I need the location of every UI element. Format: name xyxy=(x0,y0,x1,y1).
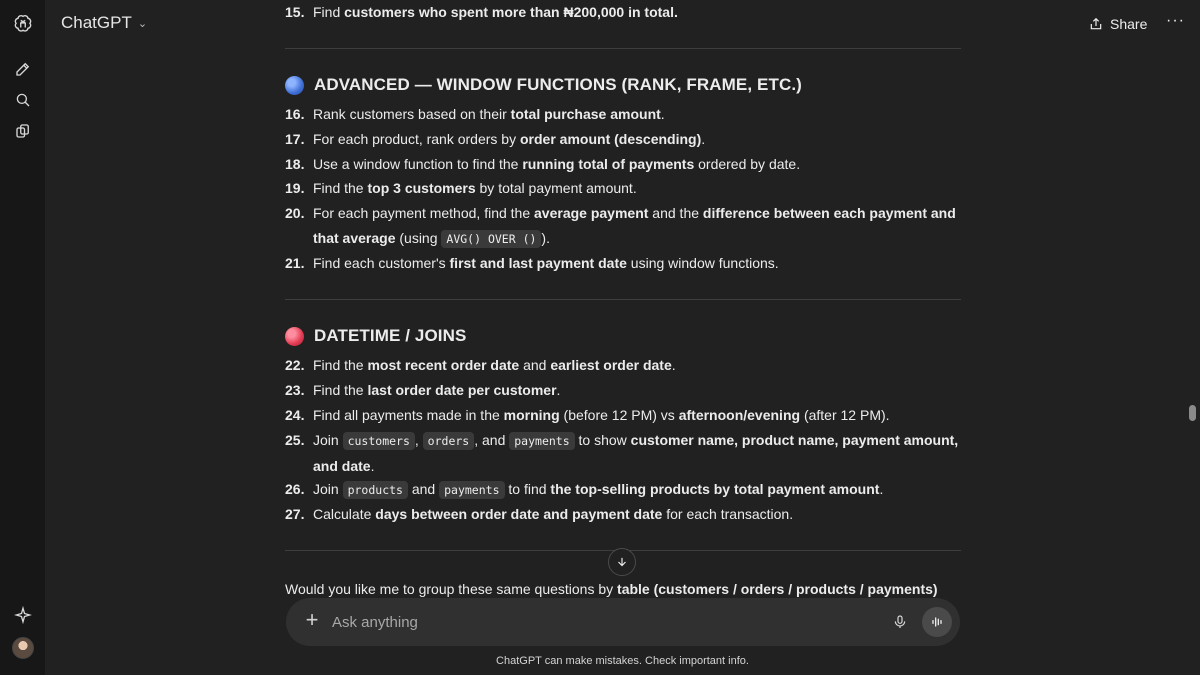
text: (using xyxy=(395,230,442,246)
list-item xyxy=(285,428,961,479)
text: ). xyxy=(541,230,550,246)
scroll-to-bottom-button[interactable] xyxy=(608,548,636,576)
inline-code: AVG() OVER () xyxy=(441,230,541,248)
text: Use a window function to find the xyxy=(313,156,523,172)
new-chat-icon[interactable] xyxy=(12,58,34,80)
bold-text: last order date per customer xyxy=(367,382,557,398)
text: Find the xyxy=(313,357,368,373)
list-item xyxy=(285,201,961,252)
list-number: 26. xyxy=(285,481,305,497)
share-button[interactable] xyxy=(1088,13,1147,35)
bold-text: days between order date and payment date xyxy=(375,506,663,522)
disclaimer: ChatGPT can make mistakes. Check important info. xyxy=(496,655,749,667)
text: Find all payments made in the xyxy=(313,407,504,423)
section-heading-text: DATETIME / JOINS xyxy=(314,326,467,345)
text: Rank customers based on their xyxy=(313,106,511,122)
assistant-followup xyxy=(285,578,938,600)
list-number: 22. xyxy=(285,357,305,373)
inline-code: payments xyxy=(509,432,574,450)
list-number: 25. xyxy=(285,432,305,448)
text: . xyxy=(879,481,884,497)
section-heading-text: ADVANCED — WINDOW FUNCTIONS (RANK, FRAME, ETC.) xyxy=(314,75,802,94)
app-title: ChatGPT xyxy=(61,13,132,32)
list-item xyxy=(285,502,961,527)
text: by total payment amount. xyxy=(475,180,637,196)
list-number: 19. xyxy=(285,180,305,196)
list-text xyxy=(285,428,961,479)
share-label: Share xyxy=(1110,16,1148,32)
blue-circle-icon xyxy=(285,76,304,95)
text: Find xyxy=(313,4,345,20)
scrollbar-thumb[interactable] xyxy=(1189,405,1196,421)
text: (before 12 PM) vs xyxy=(559,407,679,423)
list-text xyxy=(285,152,961,177)
list-text xyxy=(285,127,961,152)
text: to show xyxy=(574,432,631,448)
text: (after 12 PM). xyxy=(800,407,890,423)
attach-plus-icon[interactable]: + xyxy=(305,607,319,632)
waveform-icon xyxy=(929,614,945,630)
text: using window functions. xyxy=(626,255,779,271)
list-text xyxy=(285,201,961,252)
list-number: 18. xyxy=(285,156,305,172)
list-text xyxy=(285,403,961,428)
red-circle-icon xyxy=(285,327,304,346)
list-item xyxy=(285,102,961,127)
text: and xyxy=(407,481,440,497)
list-number: 24. xyxy=(285,407,305,423)
library-icon[interactable] xyxy=(12,120,34,142)
text: Join xyxy=(313,481,343,497)
bold-text: customers who spent more than ₦200,000 in total. xyxy=(344,4,678,20)
voice-mode-button[interactable] xyxy=(922,607,952,637)
inline-code: orders xyxy=(423,432,475,450)
text: , xyxy=(414,432,423,448)
list-number: 23. xyxy=(285,382,305,398)
text: for each transaction. xyxy=(662,506,794,522)
bold-text: customer name, product name, payment amount, and date xyxy=(313,432,959,474)
divider xyxy=(285,299,961,300)
text: and xyxy=(519,357,551,373)
text: . xyxy=(370,458,375,474)
text: Join xyxy=(313,432,343,448)
list-number: 21. xyxy=(285,255,305,271)
list-item xyxy=(285,152,961,177)
arrow-down-icon xyxy=(615,555,629,569)
more-options-button[interactable]: ··· xyxy=(1166,12,1185,29)
chevron-down-icon: ⌄ xyxy=(137,17,148,30)
openai-logo-icon[interactable] xyxy=(12,12,34,34)
list-text xyxy=(285,353,961,378)
list-number: 16. xyxy=(285,106,305,122)
bold-text: most recent order date xyxy=(367,357,520,373)
list-number: 15. xyxy=(285,4,305,20)
text: to find xyxy=(504,481,551,497)
model-selector[interactable] xyxy=(61,13,147,33)
text: Would you like me to group these same questions by xyxy=(285,581,618,597)
text: . xyxy=(671,357,676,373)
text: . xyxy=(660,106,665,122)
bold-text: order amount (descending) xyxy=(520,131,702,147)
divider xyxy=(285,48,961,49)
list-number: 27. xyxy=(285,506,305,522)
sparkle-icon[interactable] xyxy=(12,604,34,626)
text: For each product, rank orders by xyxy=(313,131,520,147)
text: . xyxy=(701,131,706,147)
bold-text: first and last payment date xyxy=(449,255,627,271)
list-number: 17. xyxy=(285,131,305,147)
list-text xyxy=(285,251,961,276)
list-item xyxy=(285,251,961,276)
text: Find the xyxy=(313,382,368,398)
text: and the xyxy=(648,205,703,221)
share-icon xyxy=(1088,16,1104,32)
left-rail xyxy=(0,0,45,675)
search-icon[interactable] xyxy=(12,89,34,111)
list-item xyxy=(285,378,961,403)
list-item xyxy=(285,403,961,428)
section-heading xyxy=(285,326,466,346)
list-item xyxy=(285,127,961,152)
bold-text: the top-selling products by total payment amount xyxy=(550,481,880,497)
bold-text: difference between each payment and that average xyxy=(313,205,956,246)
bold-text: average payment xyxy=(534,205,649,221)
bold-text: top 3 customers xyxy=(367,180,476,196)
text: For each payment method, find the xyxy=(313,205,535,221)
bold-text: morning xyxy=(503,407,560,423)
list-text xyxy=(285,378,961,403)
text: , and xyxy=(474,432,510,448)
list-item xyxy=(285,176,961,201)
text: . xyxy=(556,382,561,398)
inline-code: customers xyxy=(343,432,415,450)
microphone-icon[interactable] xyxy=(890,611,910,633)
composer xyxy=(286,598,960,646)
bold-text: total purchase amount xyxy=(510,106,661,122)
list-item xyxy=(285,0,961,25)
list-text xyxy=(285,502,961,527)
inline-code: products xyxy=(343,481,408,499)
bold-text: afternoon/evening xyxy=(678,407,801,423)
text: Find the xyxy=(313,180,368,196)
text: ordered by date. xyxy=(694,156,801,172)
bold-text: earliest order date xyxy=(550,357,672,373)
list-item xyxy=(285,477,961,503)
bold-text: table (customers / orders / products / payments) xyxy=(617,581,938,597)
list-item xyxy=(285,353,961,378)
inline-code: payments xyxy=(439,481,504,499)
text: Calculate xyxy=(313,506,376,522)
list-number: 20. xyxy=(285,205,305,221)
list-text xyxy=(285,477,961,503)
text: Find each customer's xyxy=(313,255,450,271)
list-text xyxy=(285,0,961,25)
prompt-input[interactable] xyxy=(332,610,852,634)
bold-text: running total of payments xyxy=(522,156,695,172)
list-text xyxy=(285,102,961,127)
section-heading xyxy=(285,75,802,95)
list-text xyxy=(285,176,961,201)
